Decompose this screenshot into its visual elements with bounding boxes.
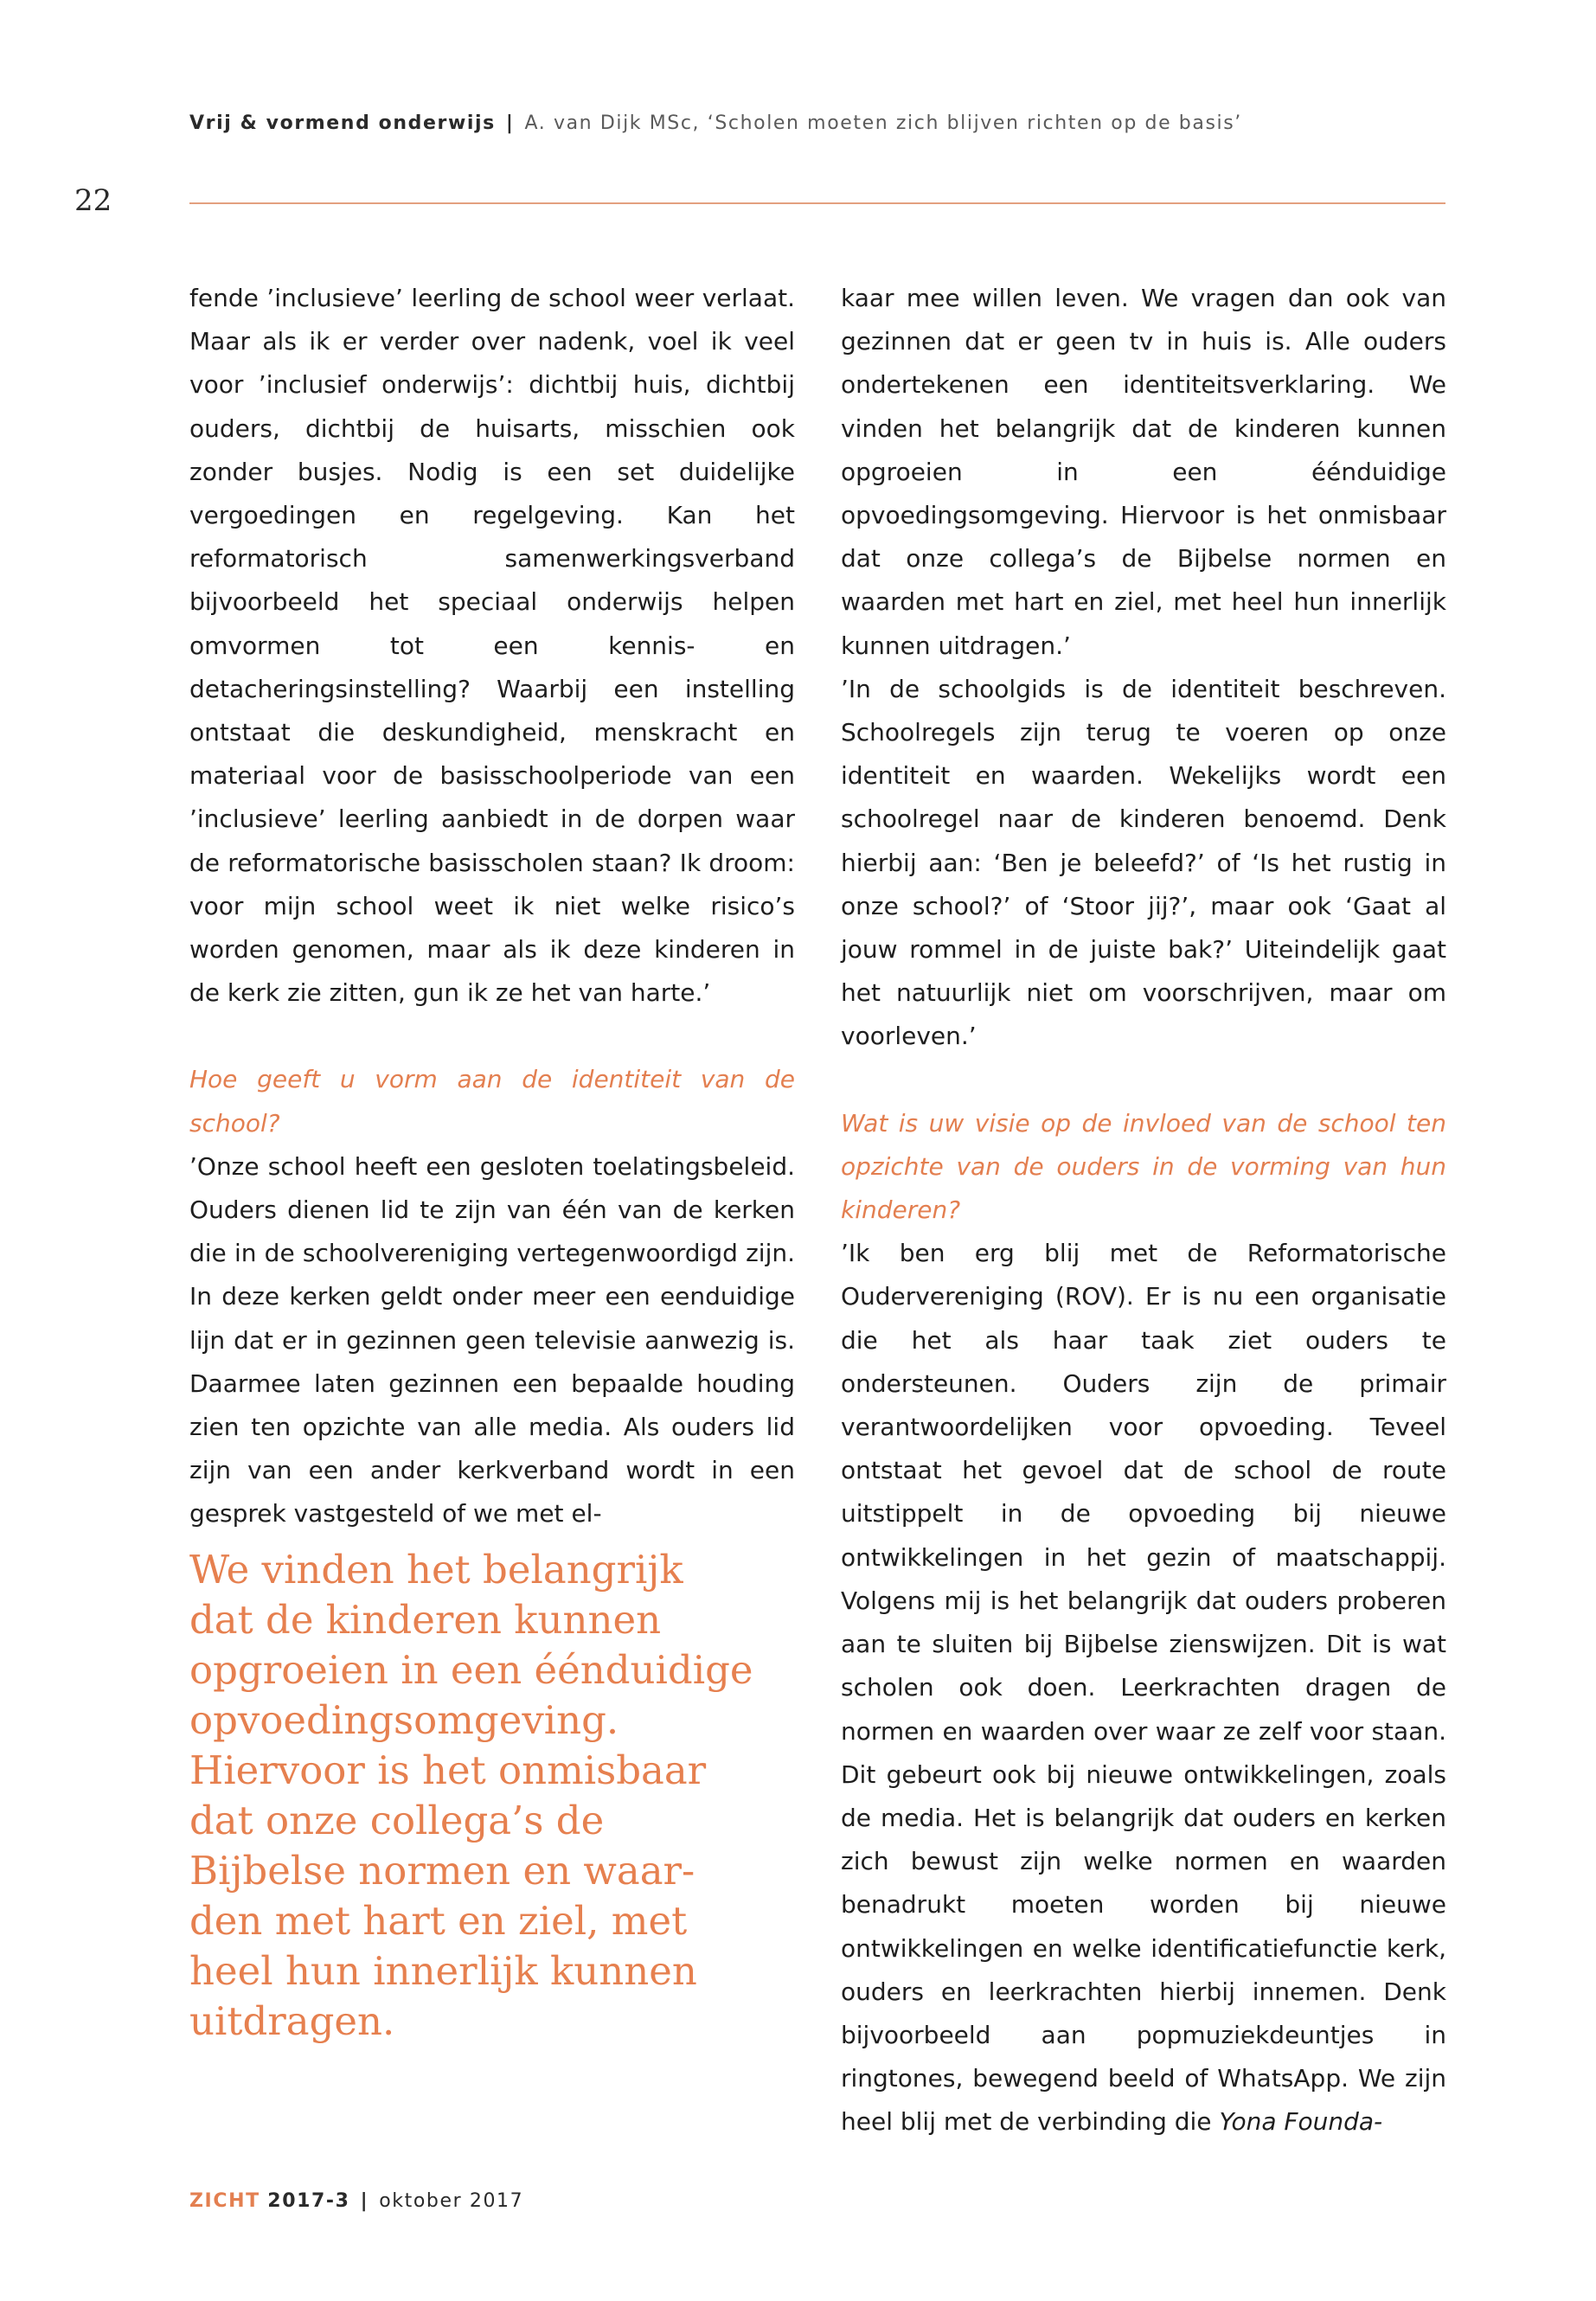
pull-quote-line: opvoedingsomgeving. (189, 1697, 619, 1743)
pull-quote (189, 1545, 778, 2047)
left-column (189, 277, 795, 1536)
pull-quote-line: We vinden het belangrijk (189, 1547, 683, 1593)
page-number: 22 (74, 183, 112, 218)
footer (189, 2190, 523, 2212)
footer-date: oktober 2017 (379, 2190, 524, 2212)
footer-brand: ZICHT (189, 2190, 260, 2212)
pull-quote-line: heel hun innerlijk kunnen (189, 1948, 697, 1994)
header-rule (189, 202, 1445, 204)
left-paragraph-2: ’Onze school heeft een gesloten toelatingsbeleid. Ouders dienen lid te zijn van één van de kerken die in de schoolvereniging vertegenwoordigd zijn. In deze kerken geldt onder meer een eenduidige lijn dat er in gezinnen geen televisie aanwezig is. Daarmee laten gezinnen een bepaalde houding zien ten opzichte van alle media. Als ouders lid zijn van een ander kerkverband wordt in een gesprek vastgesteld of we met el- (189, 1151, 795, 1529)
running-head-separator: | (505, 112, 515, 134)
right-paragraph-1: kaar mee willen leven. We vragen dan ook van gezinnen dat er geen tv in huis is. Alle ouders ondertekenen een identiteitsverklaring. We vinden het belangrijk dat de kinderen kunnen opgroeien in een éénduidige opvoedingsomgeving. Hiervoor is het onmisbaar dat onze collega’s de Bijbelse normen en waarden met hart en ziel, met heel hun innerlijk kunnen uitdragen.’ (841, 284, 1446, 660)
pull-quote-line: opgroeien in een éénduidige (189, 1647, 753, 1693)
pull-quote-line: dat de kinderen kunnen (189, 1597, 662, 1643)
running-head-series: Vrij & vormend onderwijs (189, 112, 496, 134)
footer-issue: 2017-3 (267, 2190, 350, 2212)
left-paragraph-1: fende ’inclusieve’ leerling de school weer verlaat. Maar als ik er verder over nadenk, voel ik veel voor ’inclusief onderwijs’: dichtbij huis, dichtbij ouders, dichtbij de huisarts, misschien ook zonder busjes. Nodig is een set duidelijke vergoedingen en regelgeving. Kan het reformatorisch samenwerkingsverband bijvoorbeeld het speciaal onderwijs helpen omvormen tot een kennis- en detacheringsinstelling? Waarbij een instelling ontstaat die deskundigheid, menskracht en materiaal voor de basisschoolperiode van een ’inclusieve’ leerling aanbiedt in de dorpen waar de reformatorische basisscholen staan? Ik droom: voor mijn school weet ik niet welke risico’s worden genomen, maar als ik deze kinderen in de kerk zie zitten, gun ik ze het van harte.’ (189, 284, 795, 1008)
interview-question-2: Wat is uw visie op de invloed van de school ten opzichte van de ouders in de vorming van hun kinderen? (841, 1108, 1446, 1225)
running-head (189, 112, 1242, 134)
running-head-article: A. van Dijk MSc, ‘Scholen moeten zich blijven richten op de basis’ (524, 112, 1242, 134)
pull-quote-line: Bijbelse normen en waar- (189, 1848, 695, 1894)
pull-quote-line: den met hart en ziel, met (189, 1898, 688, 1944)
right-paragraph-2: ’In de schoolgids is de identiteit beschreven. Schoolregels zijn terug te voeren op onze identiteit en waarden. Wekelijks wordt een schoolregel naar de kinderen benoemd. Denk hierbij aan: ‘Ben je beleefd?’ of ‘Is het rustig in onze school?’ of ‘Stoor jij?’, maar ook ‘Gaat al jouw rommel in de juiste bak?’ Uiteindelijk gaat het natuurlijk niet om voorschrijven, maar om voorleven.’ (841, 674, 1446, 1051)
pull-quote-line: dat onze collega’s de (189, 1798, 605, 1843)
right-column (841, 277, 1446, 2144)
pull-quote-line: uitdragen. (189, 1998, 395, 2044)
pull-quote-line: Hiervoor is het onmisbaar (189, 1747, 707, 1793)
right-paragraph-3-italic: Yona Founda- (1219, 2107, 1383, 2137)
right-paragraph-3 (841, 1232, 1446, 2144)
right-paragraph-3-text: ’Ik ben erg blij met de Reformatorische Oudervereniging (ROV). Er is nu een organisatie die het als haar taak ziet ouders te ondersteunen. Ouders zijn de primair verantwoordelijken voor opvoeding. Teveel ontstaat het gevoel dat de school de route uitstippelt in de opvoeding bij nieuwe ontwikkelingen in het gezin of maatschappij. Volgens mij is het belangrijk dat ouders proberen aan te sluiten bij Bijbelse zienswijzen. Dit is wat scholen ook doen. Leerkrachten dragen de normen en waarden over waar ze zelf voor staan. Dit gebeurt ook bij nieuwe ontwikkelingen, zoals de media. Het is belangrijk dat ouders en kerken zich bewust zijn welke normen en waarden benadrukt moeten worden bij nieuwe ontwikkelingen en welke identificatiefunctie kerk, ouders en leerkrachten hierbij innemen. Denk bijvoorbeeld aan popmuziekdeuntjes in ringtones, bewegend beeld of WhatsApp. We zijn heel blij met de verbinding die (841, 1239, 1446, 2137)
footer-separator: | (360, 2190, 369, 2212)
interview-question-1: Hoe geeft u vorm aan de identiteit van de school? (189, 1065, 795, 1138)
